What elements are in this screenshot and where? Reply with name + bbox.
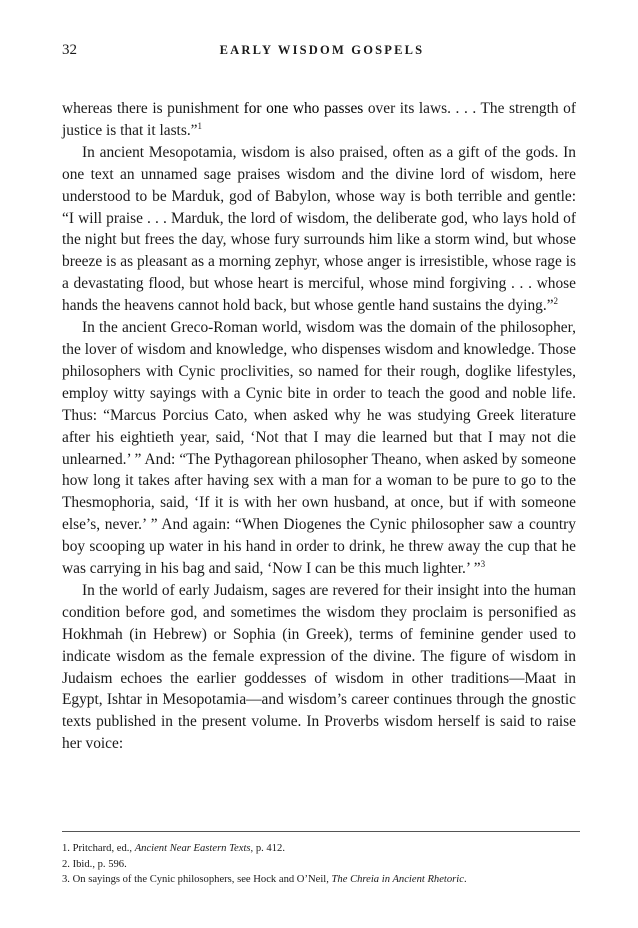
footnote-1-text: Pritchard, ed., <box>72 843 135 854</box>
page-header <box>62 42 582 62</box>
footnote-2-text: Ibid., p. 596. <box>72 858 127 870</box>
body-text <box>62 98 576 755</box>
footnote-3-number: 3. <box>62 874 70 885</box>
running-head: EARLY WISDOM GOSPELS <box>219 43 425 57</box>
paragraph-1 <box>62 98 576 142</box>
footnote-ref-1: 1 <box>197 120 203 131</box>
footnote-1-number: 1. <box>62 843 70 854</box>
paragraph-1-emphasis: for one who passes <box>243 100 364 117</box>
paragraph-1-text-b: over its laws. . . . The strength of justice is that it lasts.” <box>62 100 576 139</box>
paragraph-4-text: In the world of early Judaism, sages are revered for their insight into the human condition before god, and sometimes the wisdom they proclaim is personified as Hokhmah (in Hebrew) or Sophia (in Greek), terms of feminine gender used to indicate wisdom as the female expression of the divine. The figure of wisdom in Judaism echoes the earlier goddesses of wisdom in other traditions—Maat in Egypt, Ishtar in Mesopotamia—and wisdom’s career continues through the gnostic texts published in the present volume. In Proverbs wisdom herself is said to raise her voice: <box>62 581 576 753</box>
paragraph-2 <box>62 142 576 317</box>
footnote-ref-2: 2 <box>553 296 559 307</box>
paragraph-2-text: In ancient Mesopotamia, wisdom is also praised, often as a gift of the gods. In one text an unnamed sage praises wisdom and the divine lord of wisdom, here understood to be Marduk, god of Babylon, whose way is both terrible and gentle: “I will praise . . . Marduk, the lord of wisdom, the deliberate god, who lays hold of the night but frees the day, whose fury surrounds him like a storm wind, but whose breeze is as pleasant as a morning zephyr, whose anger is irresistible, whose rage is a devastating flood, but whose heart is merciful, whose mind forgiving . . . whose hands the heavens cannot hold back, but whose gentle hand sustains the dying.” <box>62 143 576 315</box>
footnote-1 <box>62 841 582 857</box>
paragraph-4 <box>62 580 576 755</box>
page-number: 32 <box>62 42 77 58</box>
footnote-divider <box>62 831 580 832</box>
footnote-2 <box>62 857 582 873</box>
paragraph-3-text: In the ancient Greco-Roman world, wisdom was the domain of the philosopher, the lover of wisdom and knowledge, who dispenses wisdom and knowledge. Those philosophers with Cynic proclivities, so named for their rough, doglike lifestyles, employ witty sayings with a Cynic bite in order to teach the good and noble life. Thus: “Marcus Porcius Cato, when asked why he was studying Greek literature after his eightieth year, said, ‘Not that I may die learned but that I may not die unlearned.’ ” And: “The Pythagorean philosopher Theano, when asked by someone how long it takes after having sex with a man for a woman to be pure to go to the Thesmophoria, said, ‘If it is with her own husband, at once, but if with someone else’s, never.’ ” And again: “When Diogenes the Cynic philosopher saw a country boy scooping up water in his hand in order to drink, he threw away the cup that he was carrying in his bag and said, ‘Now I can be this much lighter.’ ” <box>62 319 576 578</box>
footnote-3 <box>62 872 582 888</box>
footnote-3-text-end: . <box>463 874 467 885</box>
paragraph-1-text-a: whereas there is punishment <box>62 100 244 117</box>
footnote-ref-3: 3 <box>480 559 486 570</box>
footnote-2-number: 2. <box>62 858 70 870</box>
footnote-1-text-end: , p. 412. <box>250 843 285 854</box>
footnotes <box>62 841 582 888</box>
footnote-3-title: The Chreia in Ancient Rhetoric <box>331 874 464 885</box>
footnote-3-text: On sayings of the Cynic philosophers, see Hock and O’Neil, <box>72 874 332 885</box>
paragraph-3 <box>62 317 576 580</box>
footnote-1-title: Ancient Near Eastern Texts <box>134 843 251 854</box>
